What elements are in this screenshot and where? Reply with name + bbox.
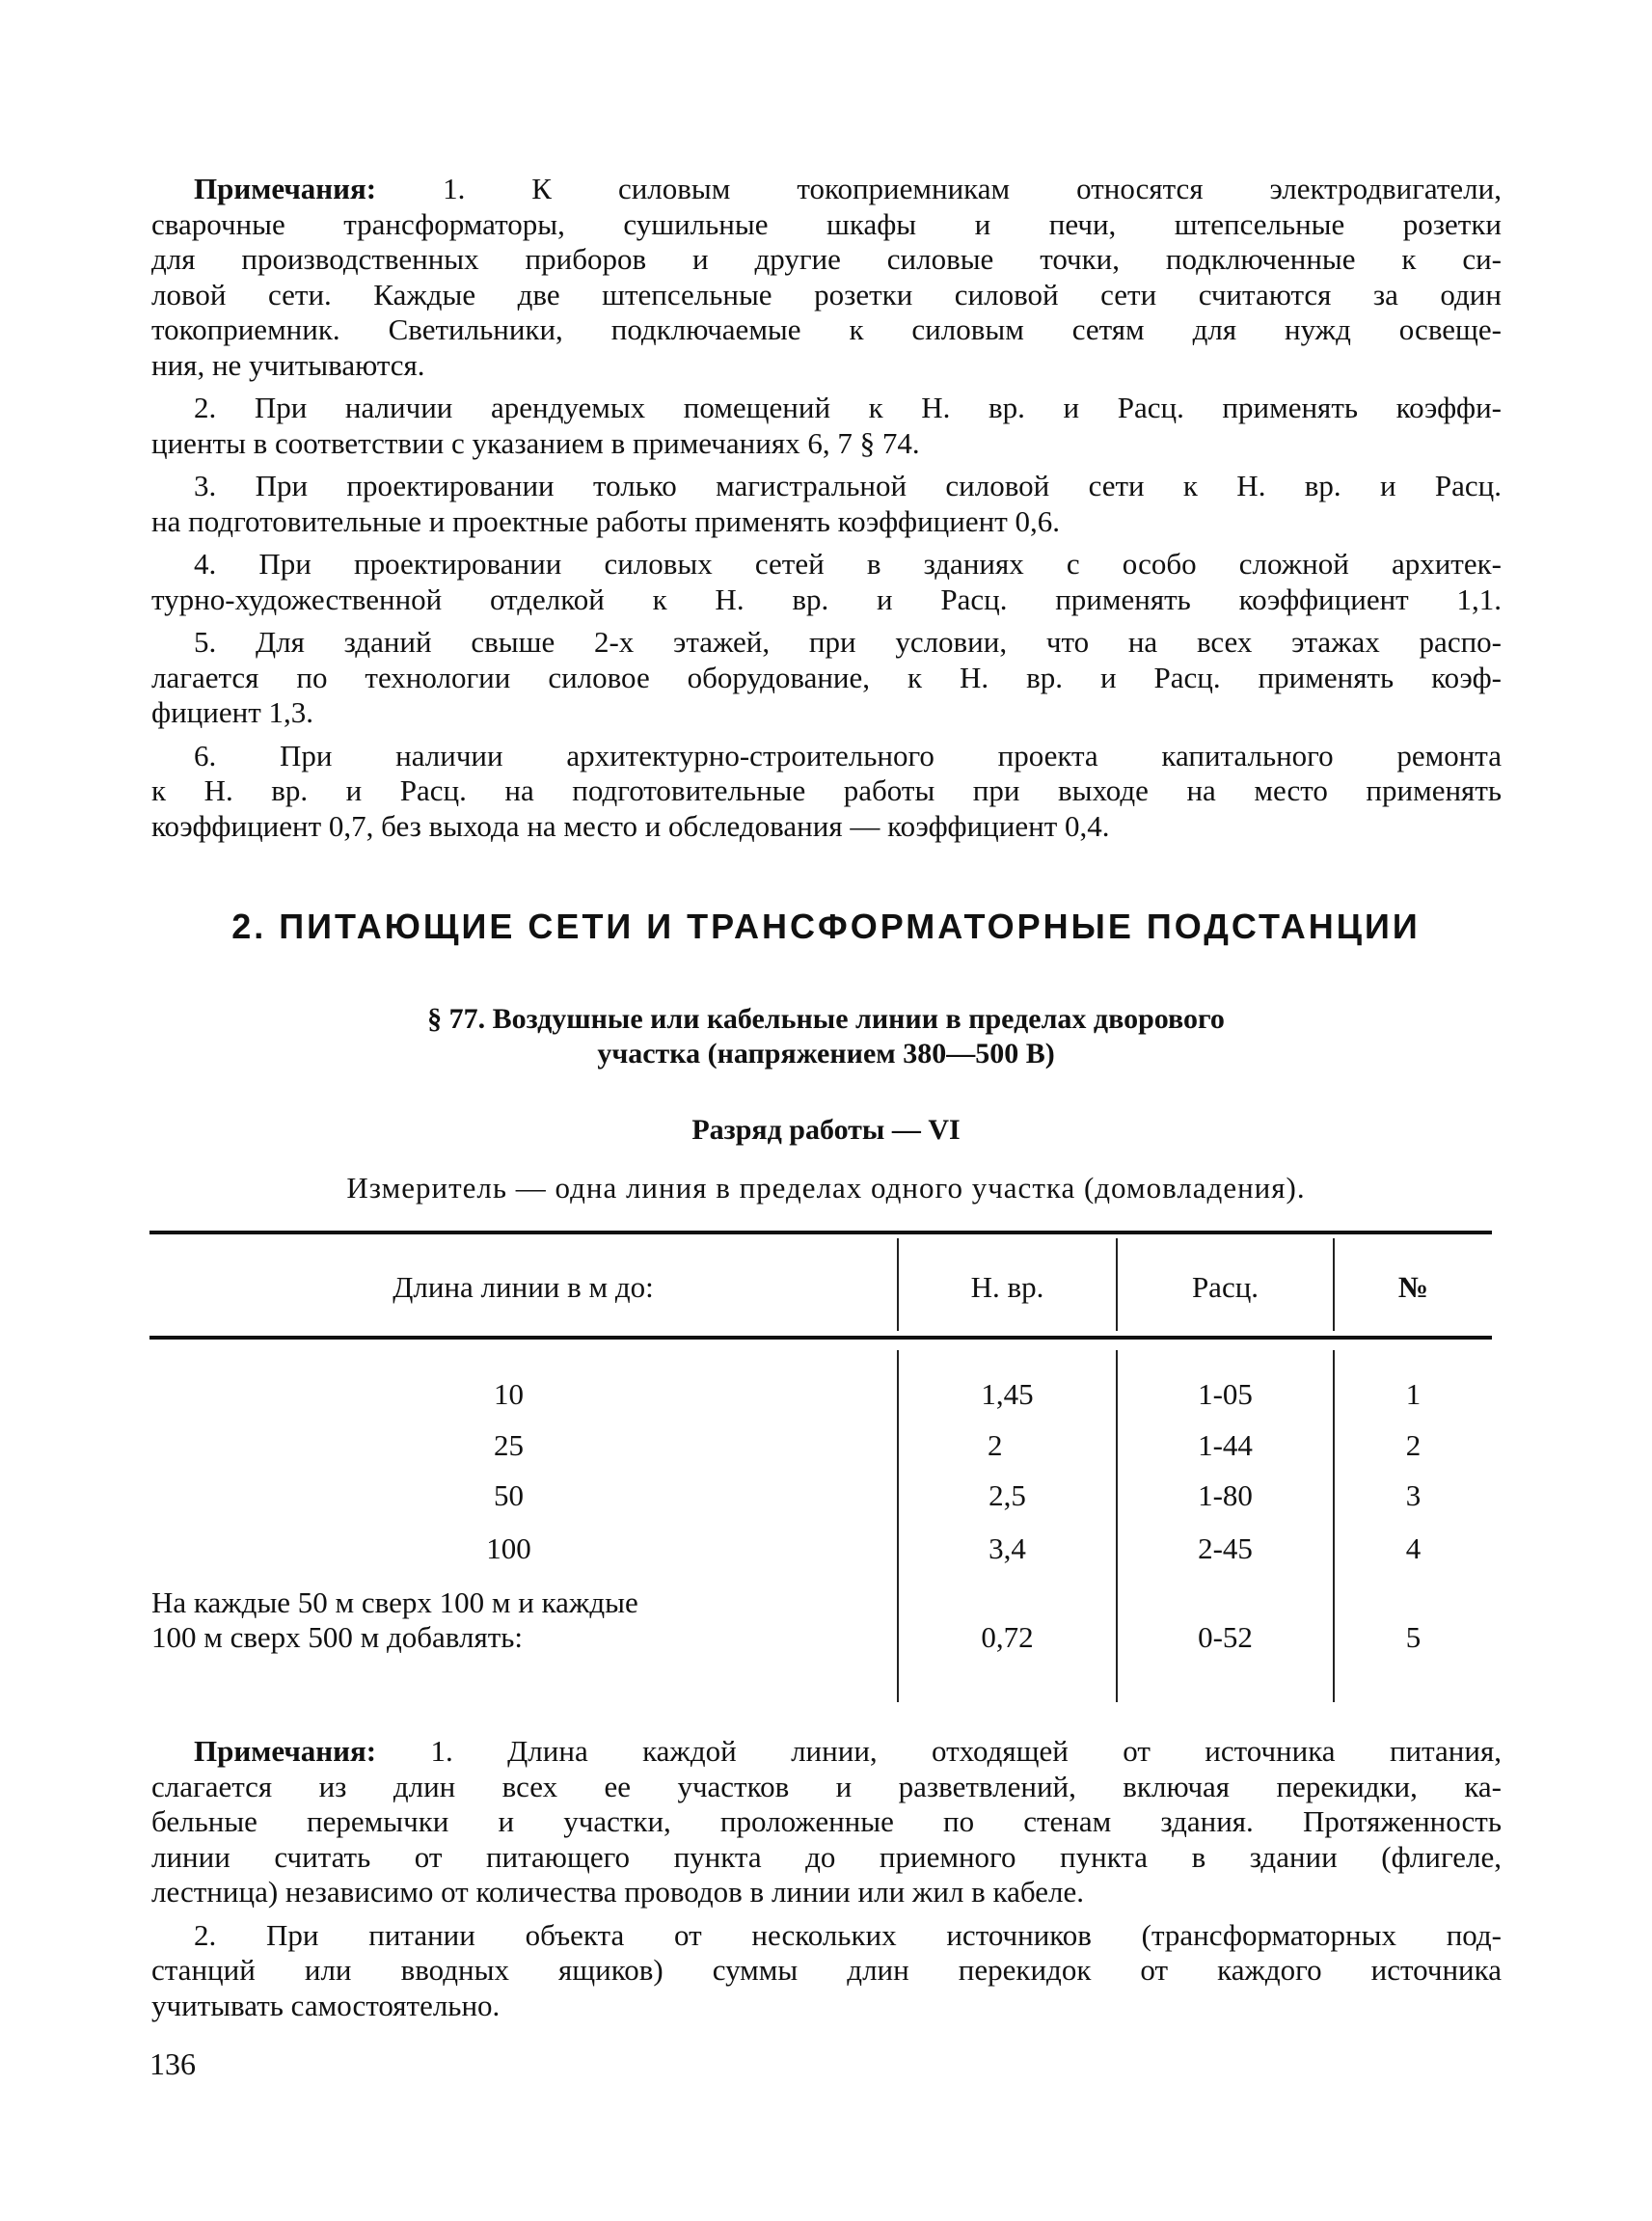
cell-length: 100 [486,1531,531,1565]
note-line: коэффициент 0,7, без выхода на место и обследования — коэффициент 0,4. [151,808,1110,843]
note-line: ния, не учитываются. [151,347,425,382]
notes-bottom [151,1734,1502,2023]
cell-norm: 2 [988,1428,1003,1462]
note-line: лестница) независимо от количества проводов в линии или жил в кабеле. [151,1875,1084,1909]
table-header-rule [149,1336,1492,1340]
cell-number: 5 [1405,1620,1422,1654]
note-text: 1. Длина каждой линии, отходящей от источника питания, [430,1734,1502,1768]
cell-rate: 1-44 [1198,1428,1253,1462]
note-line: к Н. вр. и Расц. на подготовительные работы при выходе на место применять [151,773,1502,807]
note-line: станций или вводных ящиков) суммы длин перекидок от каждого источника [151,1953,1502,1987]
note-line: ловой сети. Каждые две штепсельные розетки силовой сети считаются за один [151,277,1502,311]
cell-number: 3 [1405,1478,1422,1512]
note-line: учитывать самостоятельно. [151,1988,501,2022]
page-number: 136 [149,2046,196,2081]
cell-number: 4 [1405,1531,1422,1565]
note-line [151,172,1502,207]
note-line: линии считать от питающего пункта до приемного пункта в здании (флигеле, [151,1839,1502,1874]
note-line: бельные перемычки и участки, проложенные по стенам здания. Протяженность [151,1804,1502,1838]
work-grade: Разряд работы — VI [691,1114,961,1146]
cell-norm: 2,5 [988,1478,1026,1512]
cell-length [151,1585,638,1655]
header-length: Длина линии в м до: [393,1270,654,1304]
cell-rate: 1-05 [1198,1377,1253,1411]
note-text: 1. К силовым токоприемникам относятся электродвигатели, [443,172,1502,205]
paragraph-title-line-2: участка (напряжением 380—500 В) [597,1038,1055,1070]
cell-number: 1 [1405,1377,1422,1411]
note-line: токоприемник. Светильники, подключаемые к силовым сетям для нужд освеще- [151,312,1502,346]
note-line: 4. При проектировании силовых сетей в зданиях с особо сложной архитек- [194,547,1502,581]
paragraph-title-line-1: § 77. Воздушные или кабельные линии в пределах дворового [427,1003,1225,1035]
note-line: 3. При проектировании только магистральной силовой сети к Н. вр. и Расц. [194,469,1502,502]
note-line: 2. При наличии арендуемых помещений к Н. вр. и Расц. применять коэффи- [194,391,1502,424]
header-number: № [1397,1270,1429,1304]
measure-unit: Измеритель — одна линия в пределах одного участка (домовладения). [346,1171,1306,1205]
cell-length-line: На каждые 50 м сверх 100 м и каждые [151,1585,638,1619]
note-line: 2. При питании объекта от нескольких источников (трансформаторных под- [194,1917,1502,1952]
cell-norm: 1,45 [981,1377,1034,1411]
note-line: слагается из длин всех ее участков и разветвлений, включая перекидки, ка- [151,1769,1502,1803]
header-rate: Расц. [1191,1270,1259,1304]
cell-length: 25 [494,1428,524,1462]
cell-norm: 0,72 [981,1620,1034,1654]
cell-length: 10 [494,1377,524,1411]
note-line: 5. Для зданий свыше 2-х этажей, при условии, что на всех этажах распо- [194,625,1502,659]
cell-number: 2 [1405,1428,1422,1462]
notes-label: Примечания: [194,172,377,205]
note-line [151,1734,1502,1770]
note-line: фициент 1,3. [151,695,314,729]
cell-rate: 0-52 [1198,1620,1253,1654]
cell-length: 50 [494,1478,524,1512]
section-heading: 2. ПИТАЮЩИЕ СЕТИ И ТРАНСФОРМАТОРНЫЕ ПОДСТАНЦИИ [231,907,1421,946]
cell-rate: 1-80 [1198,1478,1253,1512]
note-line: лагается по технологии силовое оборудование, к Н. вр. и Расц. применять коэф- [151,660,1502,694]
table-top-rule [149,1231,1492,1234]
notes-label: Примечания: [194,1734,377,1768]
notes-top [151,172,1502,844]
note-line: турно-художественной отделкой к Н. вр. и Расц. применять коэффициент 1,1. [151,582,1502,616]
note-line: 6. При наличии архитектурно-строительного проекта капитального ремонта [194,738,1502,772]
cell-rate: 2-45 [1198,1531,1253,1565]
cell-length-line: 100 м сверх 500 м добавлять: [151,1620,524,1654]
note-line: для производственных приборов и другие силовые точки, подключенные к си- [151,242,1502,276]
cell-norm: 3,4 [988,1531,1026,1565]
note-line: на подготовительные и проектные работы применять коэффициент 0,6. [151,503,1060,538]
note-line: циенты в соответствии с указанием в примечаниях 6, 7 § 74. [151,425,920,460]
header-norm: Н. вр. [970,1270,1044,1304]
note-line: сварочные трансформаторы, сушильные шкафы и печи, штепсельные розетки [151,206,1502,241]
